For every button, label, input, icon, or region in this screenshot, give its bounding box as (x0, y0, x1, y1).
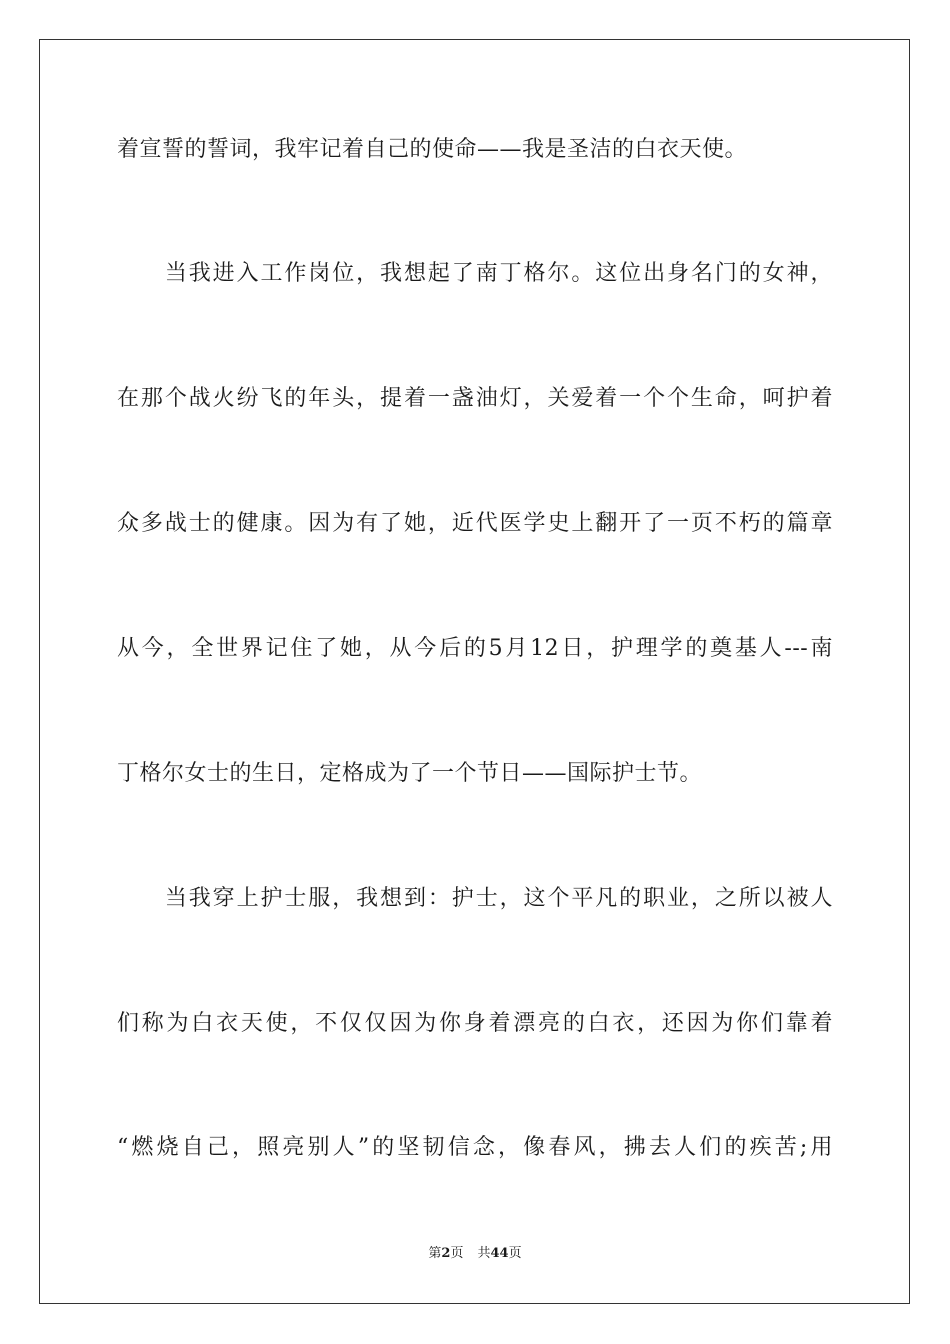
text-line-8: 们称为白衣天使，不仅仅因为你身着漂亮的白衣，还因为你们靠着 (117, 1011, 833, 1036)
page-border (39, 39, 910, 1304)
text-line-9: “燃烧自己，照亮别人”的坚韧信念，像春风，拂去人们的疾苦;用 (117, 1135, 833, 1160)
text-line-2: 当我进入工作岗位，我想起了南丁格尔。这位出身名门的女神， (117, 261, 833, 286)
text-line-7: 当我穿上护士服，我想到：护士，这个平凡的职业，之所以被人 (117, 886, 833, 911)
text-line-1: 着宣誓的誓词，我牢记着自己的使命——我是圣洁的白衣天使。 (117, 137, 748, 162)
page-footer (0, 1245, 950, 1263)
page-suffix: 页 (450, 1246, 464, 1261)
text-line-6: 丁格尔女士的生日，定格成为了一个节日——国际护士节。 (117, 761, 703, 786)
page-number: 2 (441, 1246, 451, 1261)
page-prefix: 第 (428, 1246, 442, 1261)
total-prefix: 共 (477, 1246, 491, 1261)
text-line-3: 在那个战火纷飞的年头，提着一盏油灯，关爱着一个个生命，呵护着 (117, 386, 833, 411)
text-line-4: 众多战士的健康。因为有了她，近代医学史上翻开了一页不朽的篇章 (117, 511, 833, 536)
total-pages: 44 (490, 1246, 509, 1261)
total-suffix: 页 (508, 1246, 522, 1261)
text-line-5: 从今，全世界记住了她，从今后的5月12日，护理学的奠基人---南 (117, 636, 833, 661)
